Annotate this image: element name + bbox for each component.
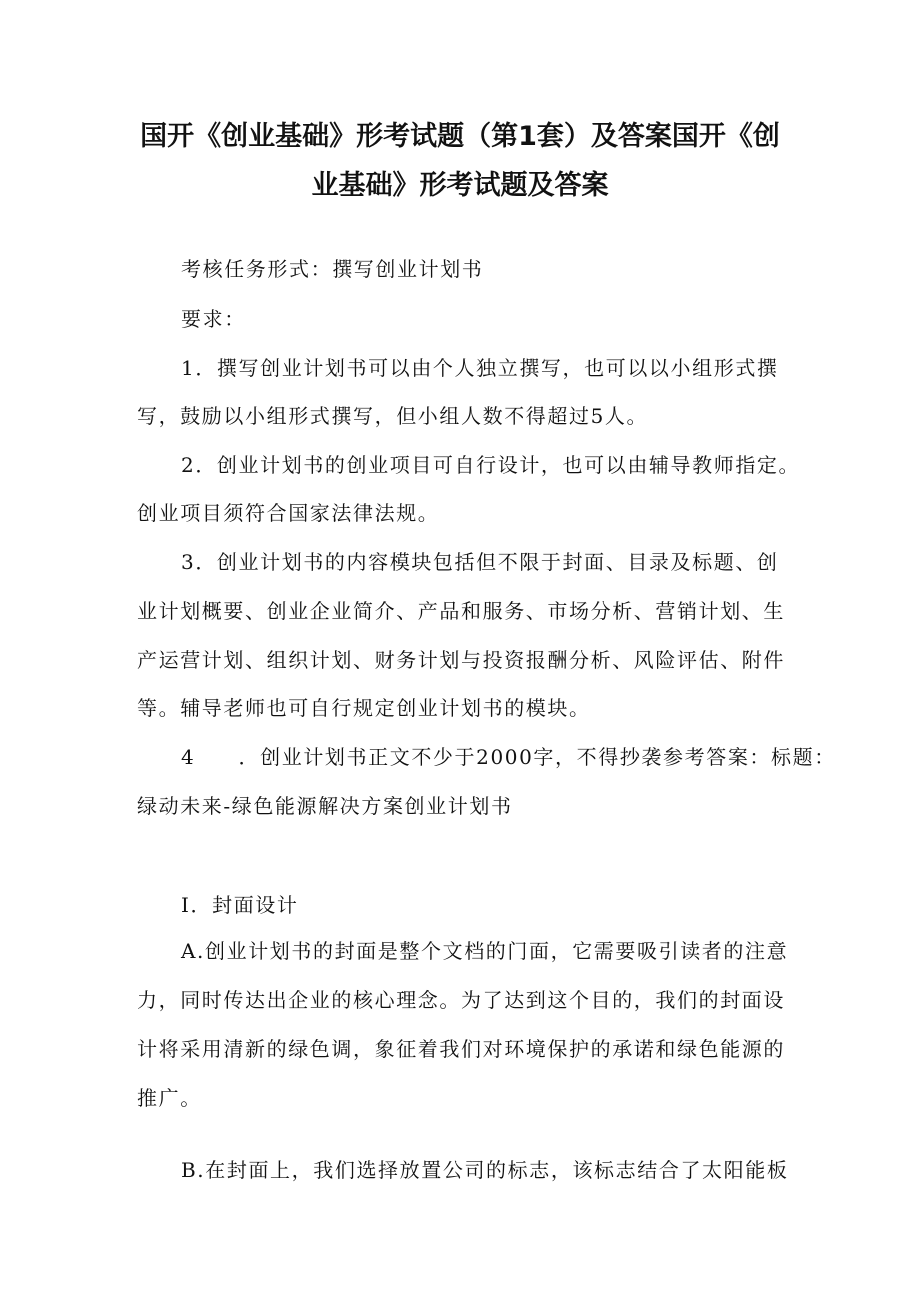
paragraph-a-line-2: 力，同时传达出企业的核心理念。为了达到这个目的，我们的封面设 [137,988,785,1012]
requirement-3-line-1: 3．创业计划书的内容模块包括但不限于封面、目录及标题、创 [181,550,779,574]
requirement-3-line-4: 等。辅导老师也可自行规定创业计划书的模块。 [137,696,591,720]
document-title-line-2: 业基础》形考试题及答案 [311,170,609,201]
requirement-2-line-1: 2．创业计划书的创业项目可自行设计，也可以由辅导教师指定。 [181,453,801,477]
requirement-2-line-2: 创业项目须符合国家法律法规。 [137,501,440,525]
task-form-text: 考核任务形式：撰写创业计划书 [181,257,484,281]
requirement-3-line-2: 业计划概要、创业企业简介、产品和服务、市场分析、营销计划、生 [137,599,785,623]
requirement-1-line-2: 写，鼓励以小组形式撰写，但小组人数不得超过5人。 [137,404,649,428]
paragraph-a-line-4: 推广。 [137,1086,202,1110]
requirement-3-line-3: 产运营计划、组织计划、财务计划与投资报酬分析、风险评估、附件 [137,648,785,672]
paragraph-b-line-1: B.在封面上，我们选择放置公司的标志，该标志结合了太阳能板 [181,1158,789,1182]
document-title-line-1: 国开《创业基础》形考试题（第1套）及答案国开《创 [140,121,780,152]
paragraph-a-line-1: A.创业计划书的封面是整个文档的门面，它需要吸引读者的注意 [181,939,789,963]
requirement-4-line-2: 绿动未来-绿色能源解决方案创业计划书 [137,794,513,818]
requirements-label: 要求： [181,307,246,331]
requirement-1-line-1: 1．撰写创业计划书可以由个人独立撰写，也可以以小组形式撰 [181,356,779,380]
requirement-4-line-1: 4 ．创业计划书正文不少于2000字，不得抄袭参考答案：标题： [181,745,836,769]
section-heading-cover-design: I．封面设计 [181,893,299,917]
paragraph-a-line-3: 计将采用清新的绿色调，象征着我们对环境保护的承诺和绿色能源的 [137,1037,785,1061]
